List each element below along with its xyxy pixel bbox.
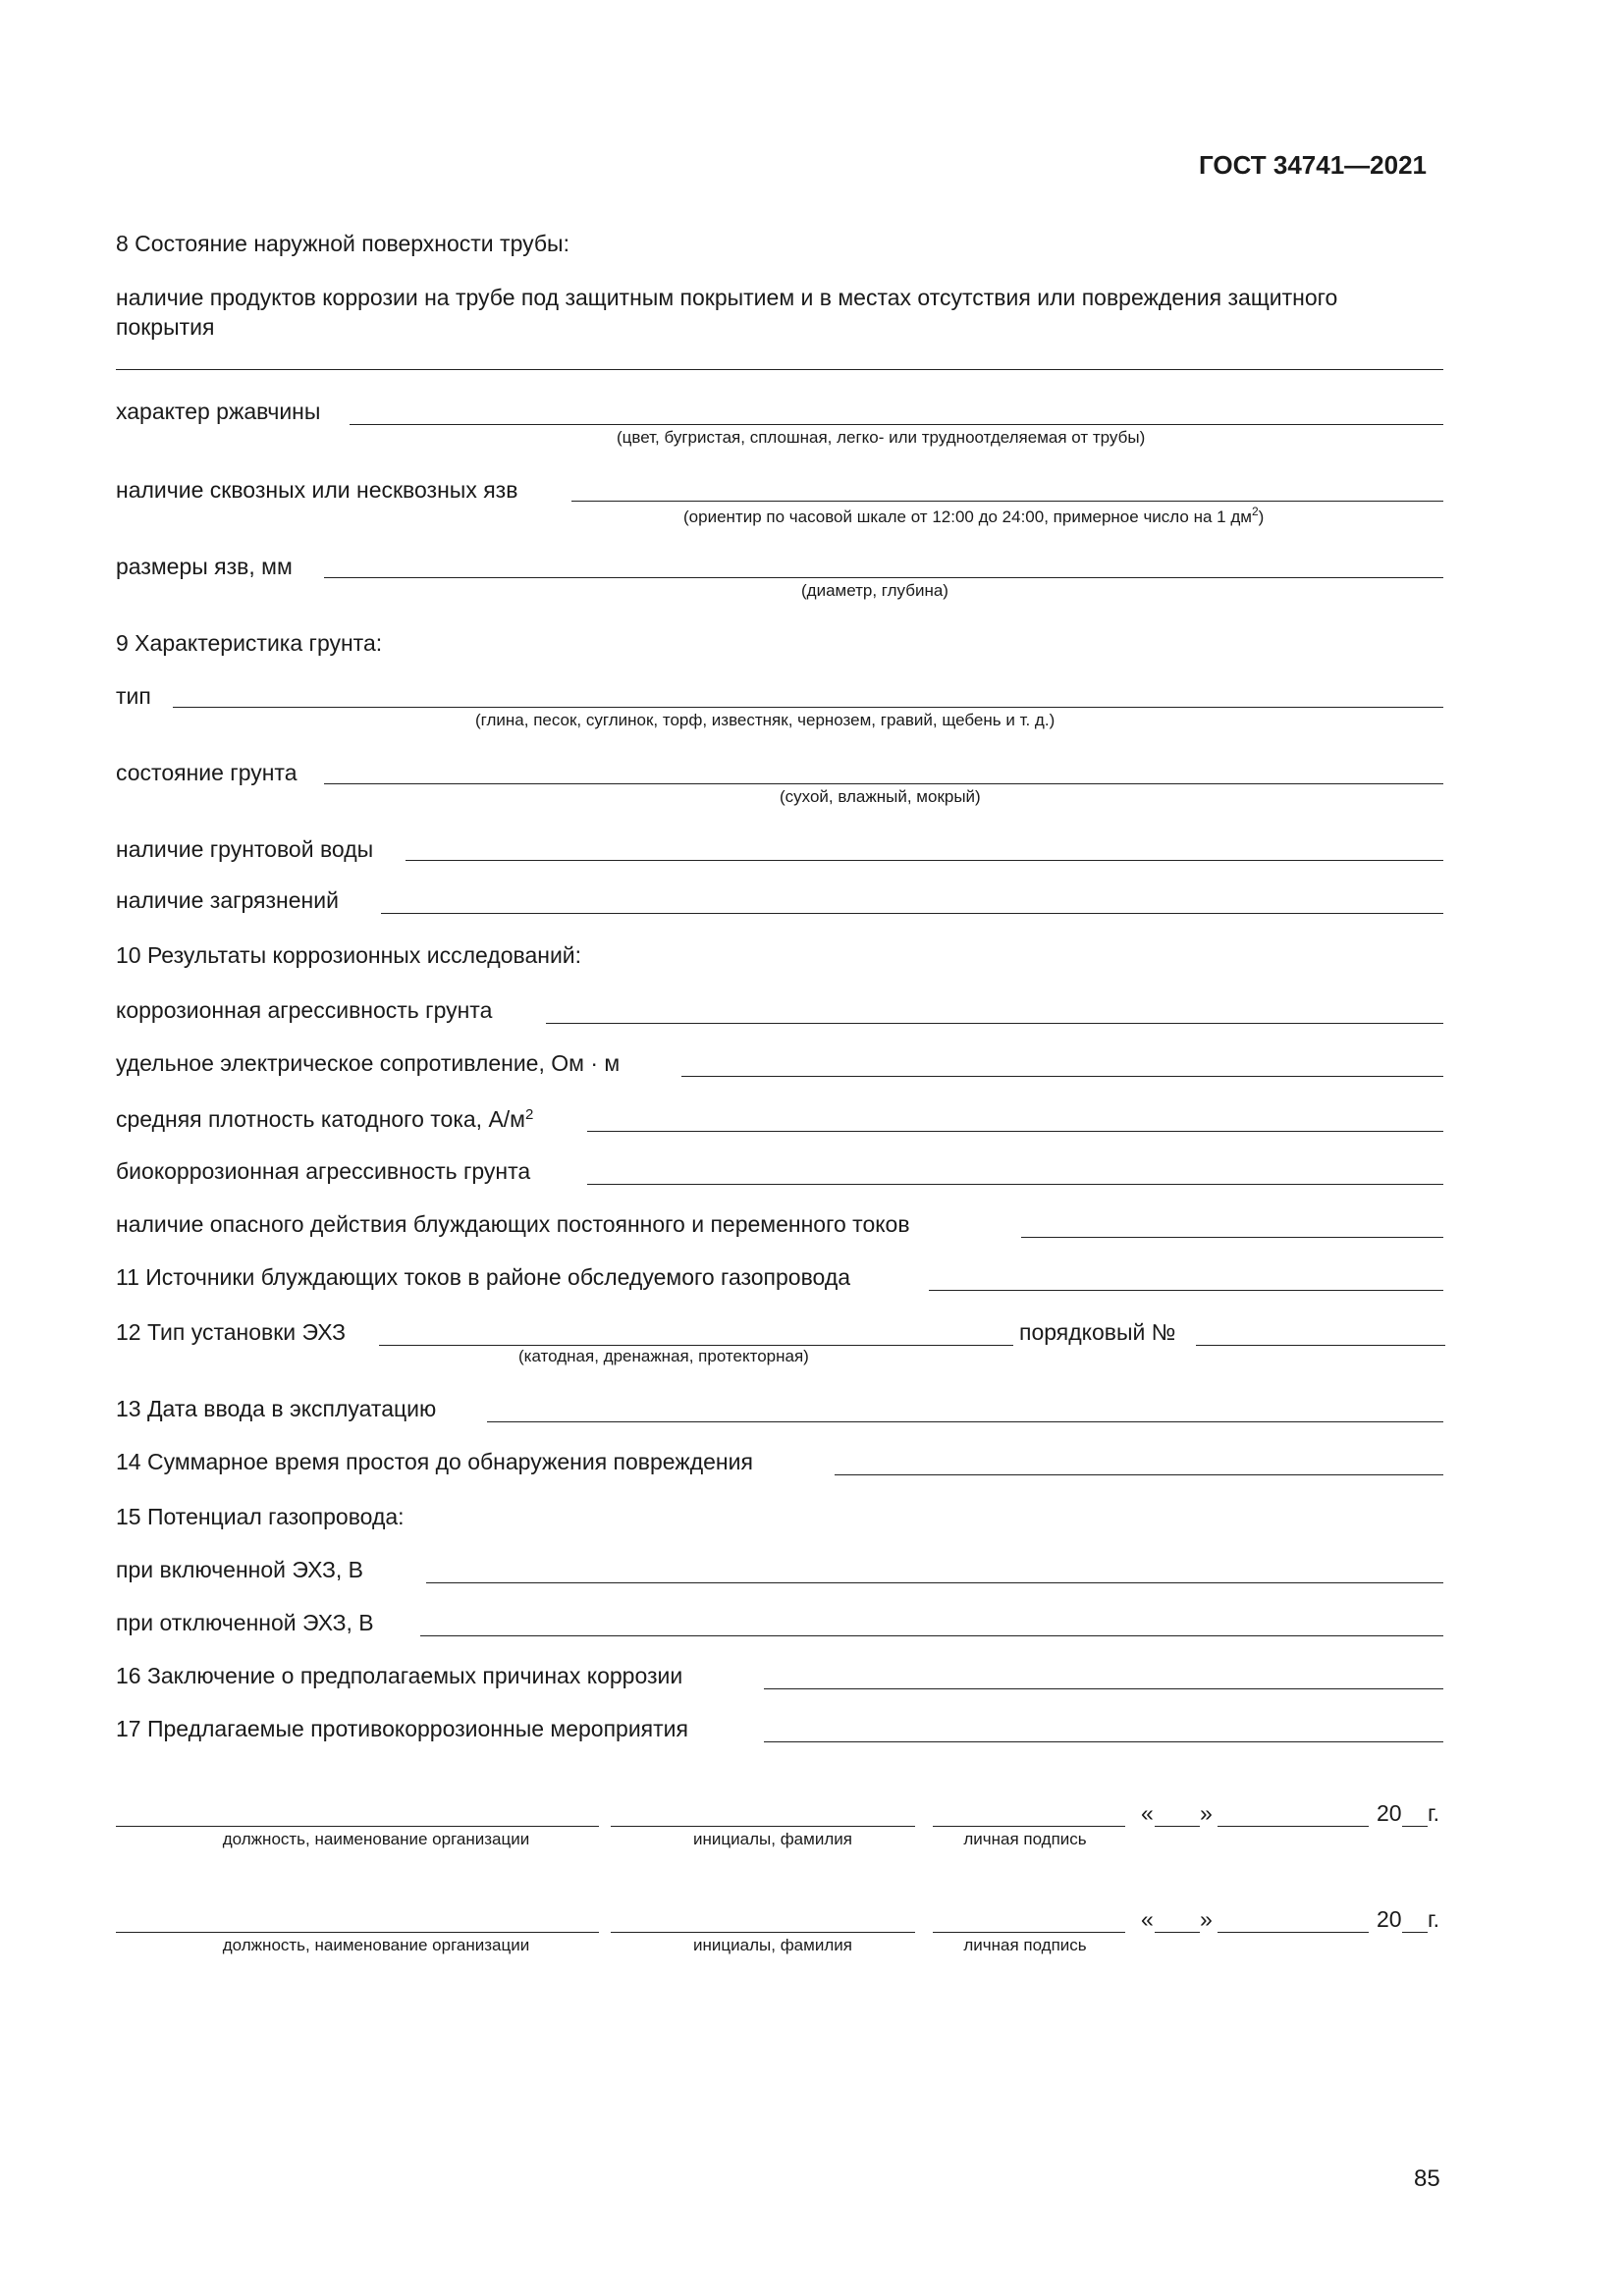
section-10-title: 10 Результаты коррозионных исследований: — [116, 942, 582, 968]
rust-label: характер ржавчины — [116, 399, 321, 424]
bio-aggressiveness-label: биокоррозионная агрессивность грунта — [116, 1158, 531, 1184]
rust-field[interactable] — [350, 424, 1443, 425]
ulcers-hint: (ориентир по часовой шкале от 12:00 до 24:00, примерное число на 1 $дм^2$) — [683, 505, 1265, 526]
rust-hint: (цвет, бугристая, сплошная, легко- или трудноотделяемая от трубы) — [617, 428, 1146, 447]
current-density-label: средняя плотность катодного тока, $А/м^2$ — [116, 1106, 534, 1132]
aggressiveness-label: коррозионная агрессивность грунта — [116, 997, 493, 1023]
stray-sources-field[interactable] — [929, 1290, 1443, 1291]
quote-close: » — [1200, 1906, 1213, 1932]
section-9-title: 9 Характеристика грунта: — [116, 630, 383, 656]
name-field[interactable] — [611, 1932, 915, 1933]
name-hint: инициалы, фамилия — [693, 1830, 852, 1848]
ulcer-size-hint: (диаметр, глубина) — [801, 581, 948, 600]
commissioning-date-field[interactable] — [487, 1421, 1443, 1422]
corrosion-products-label-line2: покрытия — [116, 314, 215, 340]
signature-hint: личная подпись — [963, 1936, 1087, 1954]
pollution-field[interactable] — [381, 913, 1443, 914]
potential-on-label: при включенной ЭХЗ, В — [116, 1557, 363, 1582]
conclusion-field[interactable] — [764, 1688, 1443, 1689]
quote-close: » — [1200, 1800, 1213, 1826]
soil-type-hint: (глина, песок, суглинок, торф, известняк, чернозем, гравий, щебень и т. д.) — [475, 711, 1056, 729]
day-field[interactable] — [1155, 1826, 1200, 1827]
aggressiveness-field[interactable] — [546, 1023, 1443, 1024]
position-field[interactable] — [116, 1932, 599, 1933]
quote-open: « — [1141, 1906, 1154, 1932]
potential-off-label: при отключенной ЭХЗ, В — [116, 1610, 374, 1635]
standard-number: ГОСТ 34741—2021 — [1199, 150, 1427, 180]
groundwater-label: наличие грунтовой воды — [116, 836, 374, 862]
resistivity-label: удельное электрическое сопротивление, Ом · м — [116, 1050, 621, 1076]
corrosion-products-field[interactable] — [116, 369, 1443, 370]
month-field[interactable] — [1218, 1826, 1369, 1827]
resistivity-field[interactable] — [681, 1076, 1443, 1077]
corrosion-products-label-line1: наличие продуктов коррозии на трубе под защитным покрытием и в местах отсутствия или повреждения защитного — [116, 285, 1338, 310]
year-field[interactable] — [1402, 1826, 1428, 1827]
ulcer-size-label: размеры язв, мм — [116, 554, 293, 579]
section-15-title: 15 Потенциал газопровода: — [116, 1504, 405, 1529]
stray-currents-label: наличие опасного действия блуждающих постоянного и переменного токов — [116, 1211, 910, 1237]
section-16-label: 16 Заключение о предполагаемых причинах коррозии — [116, 1663, 683, 1688]
soil-type-field[interactable] — [173, 707, 1443, 708]
groundwater-field[interactable] — [406, 860, 1443, 861]
bio-aggressiveness-field[interactable] — [587, 1184, 1443, 1185]
year-field[interactable] — [1402, 1932, 1428, 1933]
signature-hint: личная подпись — [963, 1830, 1087, 1848]
name-field[interactable] — [611, 1826, 915, 1827]
ulcer-size-field[interactable] — [324, 577, 1443, 578]
potential-off-field[interactable] — [420, 1635, 1443, 1636]
day-field[interactable] — [1155, 1932, 1200, 1933]
serial-number-field[interactable] — [1196, 1345, 1445, 1346]
section-13-label: 13 Дата ввода в эксплуатацию — [116, 1396, 437, 1421]
section-12-label: 12 Тип установки ЭХЗ — [116, 1319, 346, 1345]
signature-field[interactable] — [933, 1826, 1125, 1827]
year-suffix: г. — [1428, 1800, 1439, 1826]
signature-field[interactable] — [933, 1932, 1125, 1933]
stray-currents-field[interactable] — [1021, 1237, 1443, 1238]
downtime-field[interactable] — [835, 1474, 1443, 1475]
soil-state-label: состояние грунта — [116, 760, 298, 785]
year-suffix: г. — [1428, 1906, 1439, 1932]
year-prefix: 20 — [1377, 1800, 1402, 1826]
month-field[interactable] — [1218, 1932, 1369, 1933]
position-field[interactable] — [116, 1826, 599, 1827]
position-hint: должность, наименование организации — [222, 1830, 530, 1848]
serial-number-label: порядковый № — [1019, 1319, 1176, 1345]
ulcers-field[interactable] — [571, 501, 1443, 502]
quote-open: « — [1141, 1800, 1154, 1826]
section-8-title: 8 Состояние наружной поверхности трубы: — [116, 231, 569, 256]
pollution-label: наличие загрязнений — [116, 887, 339, 913]
year-prefix: 20 — [1377, 1906, 1402, 1932]
soil-state-hint: (сухой, влажный, мокрый) — [780, 787, 981, 806]
page-number: 85 — [1414, 2165, 1440, 2192]
ecp-type-hint: (катодная, дренажная, протекторная) — [518, 1347, 809, 1365]
section-14-label: 14 Суммарное время простоя до обнаружения повреждения — [116, 1449, 753, 1474]
section-17-label: 17 Предлагаемые противокоррозионные мероприятия — [116, 1716, 688, 1741]
measures-field[interactable] — [764, 1741, 1443, 1742]
position-hint: должность, наименование организации — [222, 1936, 530, 1954]
section-11-label: 11 Источники блуждающих токов в районе обследуемого газопровода — [116, 1264, 851, 1290]
soil-state-field[interactable] — [324, 783, 1443, 784]
name-hint: инициалы, фамилия — [693, 1936, 852, 1954]
ecp-type-field[interactable] — [379, 1345, 1013, 1346]
potential-on-field[interactable] — [426, 1582, 1443, 1583]
soil-type-label: тип — [116, 683, 151, 709]
current-density-field[interactable] — [587, 1131, 1443, 1132]
ulcers-label: наличие сквозных или несквозных язв — [116, 477, 518, 503]
